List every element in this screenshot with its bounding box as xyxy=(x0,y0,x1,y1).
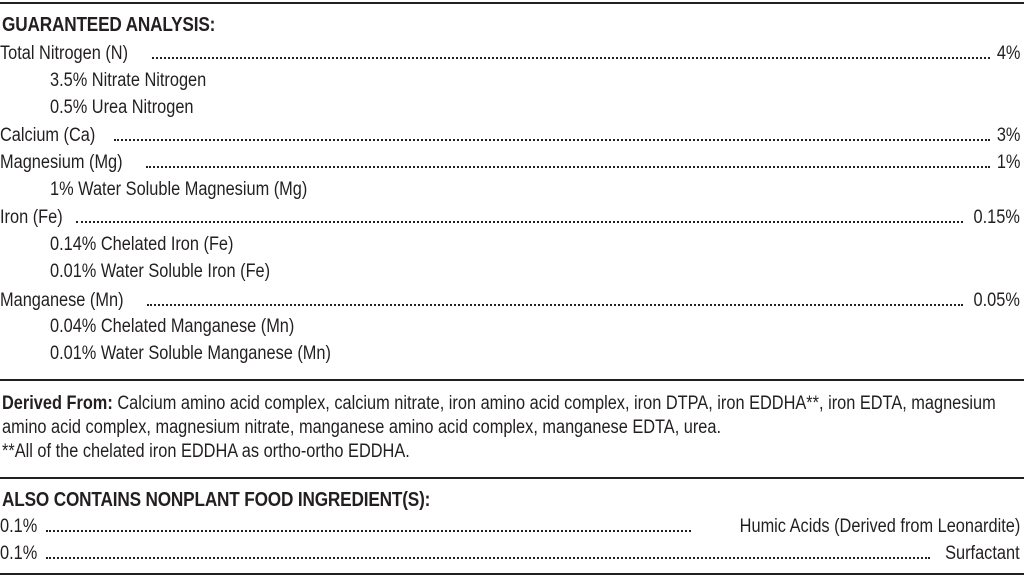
dot-leader xyxy=(76,206,963,223)
analysis-row-manganese xyxy=(0,289,1020,315)
analysis-subrow: 0.14% Chelated Iron (Fe) xyxy=(50,234,234,255)
dot-leader xyxy=(146,151,990,168)
bottom-rule xyxy=(0,573,1024,575)
guaranteed-analysis-heading: GUARANTEED ANALYSIS: xyxy=(2,14,216,36)
dot-leader xyxy=(46,542,930,559)
ingredient-percent: 0.1% xyxy=(0,516,38,537)
section-divider xyxy=(0,379,1024,381)
analysis-subrow: 3.5% Nitrate Nitrogen xyxy=(50,70,207,91)
nutrient-value: 1% xyxy=(996,152,1020,173)
nonplant-row xyxy=(0,542,1020,568)
analysis-row-calcium xyxy=(0,124,1020,150)
analysis-subrow: 0.04% Chelated Manganese (Mn) xyxy=(50,316,295,337)
dot-leader xyxy=(46,515,690,532)
derived-from-block xyxy=(2,392,1000,464)
top-rule xyxy=(0,2,1024,4)
nutrient-name: Magnesium (Mg) xyxy=(0,152,123,173)
analysis-subrow: 0.01% Water Soluble Manganese (Mn) xyxy=(50,343,331,364)
derived-from-label: Derived From: xyxy=(2,393,113,414)
nutrient-name: Total Nitrogen (N) xyxy=(0,43,129,64)
nutrient-value: 4% xyxy=(996,43,1020,64)
nonplant-heading: ALSO CONTAINS NONPLANT FOOD INGREDIENT(S): xyxy=(2,489,431,511)
derived-from-note: **All of the chelated iron EDDHA as ortho-ortho EDDHA. xyxy=(2,441,410,462)
nutrient-value: 3% xyxy=(996,125,1020,146)
nutrient-name: Manganese (Mn) xyxy=(0,290,124,311)
nonplant-row xyxy=(0,515,1020,541)
analysis-subrow: 0.01% Water Soluble Iron (Fe) xyxy=(50,261,271,282)
ingredient-name: Humic Acids (Derived from Leonardite) xyxy=(739,516,1020,537)
dot-leader xyxy=(152,42,990,59)
analysis-subrow: 1% Water Soluble Magnesium (Mg) xyxy=(50,179,308,200)
section-divider xyxy=(0,477,1024,479)
ingredient-percent: 0.1% xyxy=(0,543,38,564)
dot-leader xyxy=(114,124,990,141)
nutrient-name: Calcium (Ca) xyxy=(0,125,96,146)
ingredient-name: Surfactant xyxy=(945,543,1020,564)
derived-from-text: Calcium amino acid complex, calcium nitrate, iron amino acid complex, iron DTPA, iron EDDHA**, iron EDTA, magnesium amino acid complex, magnesium nitrate, manganese amino acid complex, manganese EDTA, urea. xyxy=(2,393,996,438)
analysis-row-nitrogen xyxy=(0,42,1020,68)
analysis-subrow: 0.5% Urea Nitrogen xyxy=(50,97,194,118)
nutrient-value: 0.15% xyxy=(973,207,1020,228)
analysis-row-iron xyxy=(0,206,1020,232)
nutrient-name: Iron (Fe) xyxy=(0,207,63,228)
nutrient-value: 0.05% xyxy=(973,290,1020,311)
analysis-row-magnesium xyxy=(0,151,1020,177)
dot-leader xyxy=(147,289,964,306)
